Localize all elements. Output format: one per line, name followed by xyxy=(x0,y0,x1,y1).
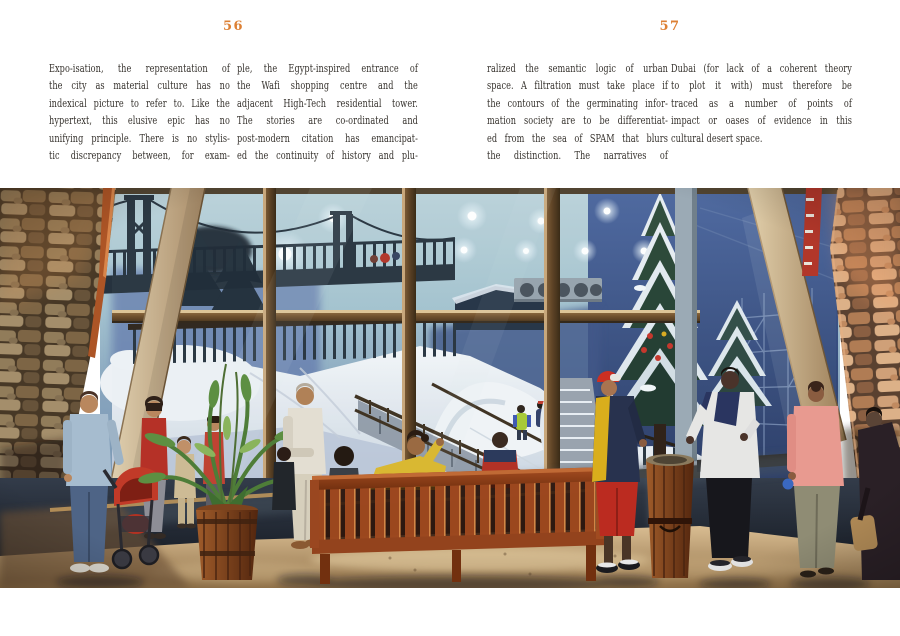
text-line: hypertext, this elusive epic has no xyxy=(49,114,230,128)
text-line: post-modern citation has emancipat- xyxy=(237,131,418,145)
column-right-1 xyxy=(487,60,668,164)
text-line: ed from the sea of SPAM that blurs xyxy=(487,131,668,145)
text-line: impact or oases of evidence in this xyxy=(671,114,852,128)
text-line: unifying principle. There is no stylis- xyxy=(49,131,230,145)
text-line: mation society are to be differentiat- xyxy=(487,114,668,128)
column-left-1 xyxy=(49,60,230,164)
text-line: to plot it with) must therefore be xyxy=(671,79,852,93)
text-line: indexical picture to refer to. Like the xyxy=(49,96,230,110)
column-left-2 xyxy=(237,60,418,164)
photo-vignette xyxy=(0,188,900,588)
page-number-left: 56 xyxy=(222,19,245,34)
text-line: traced as a number of points of xyxy=(671,96,852,110)
text-line: the contours of the germinating infor- xyxy=(487,96,668,110)
text-line: ed the continuity of history and plu- xyxy=(237,148,418,162)
text-line: Dubai (for lack of a coherent theory xyxy=(671,62,852,75)
photo-canvas xyxy=(0,188,900,588)
text-line: The stories are co-ordinated and xyxy=(237,114,418,128)
spread-photo-ski-dubai xyxy=(0,188,900,588)
text-line: adjacent High-Tech residential tower. xyxy=(237,96,418,110)
text-line: the distinction. The narratives of xyxy=(487,148,668,162)
page-number-right: 57 xyxy=(659,19,681,34)
text-line: space. A filtration must take place if xyxy=(487,79,668,93)
text-line: ple, the Egypt-inspired entrance of xyxy=(237,62,418,75)
text-line: tic discrepancy between, for exam- xyxy=(49,148,230,162)
text-line: Expo-isation, the representation of xyxy=(49,62,230,75)
text-line: ralized the semantic logic of urban xyxy=(487,62,668,75)
text-line: cultural desert space. xyxy=(671,131,763,145)
text-line: the city as material culture has no xyxy=(49,79,230,93)
text-line: the Wafi shopping centre and the xyxy=(237,79,418,93)
column-right-2 xyxy=(671,60,852,147)
